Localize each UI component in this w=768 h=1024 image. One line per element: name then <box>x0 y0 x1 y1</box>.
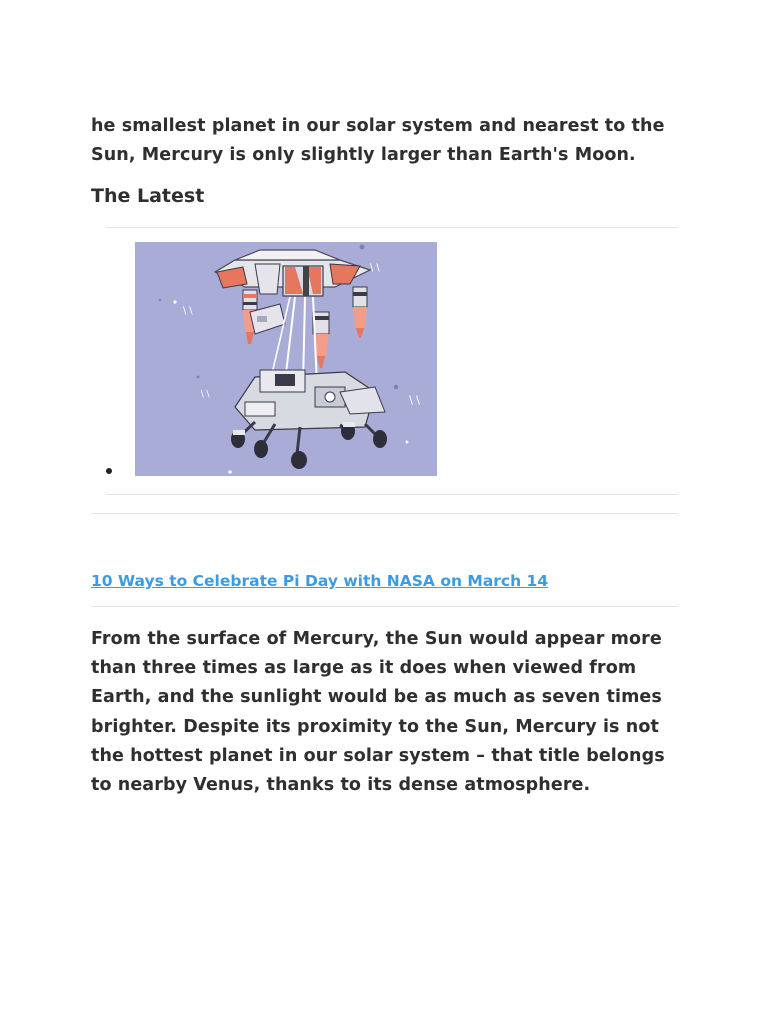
svg-text:∖∖: ∖∖ <box>368 263 381 274</box>
latest-list <box>106 242 446 476</box>
section-divider <box>91 513 678 514</box>
link-divider <box>91 606 678 607</box>
svg-text:∖∖: ∖∖ <box>181 306 194 317</box>
intro-paragraph: he smallest planet in our solar system and nearest to the Sun, Mercury is only slightly larger than Earth's Moon. <box>91 116 665 165</box>
svg-text:∖∖: ∖∖ <box>407 394 422 407</box>
latest-list-item[interactable] <box>106 242 446 476</box>
latest-bottom-divider <box>106 494 678 495</box>
pi-day-article-link[interactable]: 10 Ways to Celebrate Pi Day with NASA on March 14 <box>91 572 549 590</box>
list-bullet <box>106 468 112 474</box>
rover-illustration-icon[interactable] <box>135 242 437 476</box>
latest-top-divider <box>106 227 678 228</box>
latest-heading: The Latest <box>91 185 205 207</box>
body-paragraph: From the surface of Mercury, the Sun would appear more than three times as large as it does when viewed from Earth, and the sunlight would be as much as seven times brighter. Despite its proximity to the Sun, Mercury is not the hottest planet in our solar system – that title belongs to nearby Venus, thanks to its dense atmosphere. <box>91 629 665 796</box>
svg-text:∖∖: ∖∖ <box>199 390 211 400</box>
